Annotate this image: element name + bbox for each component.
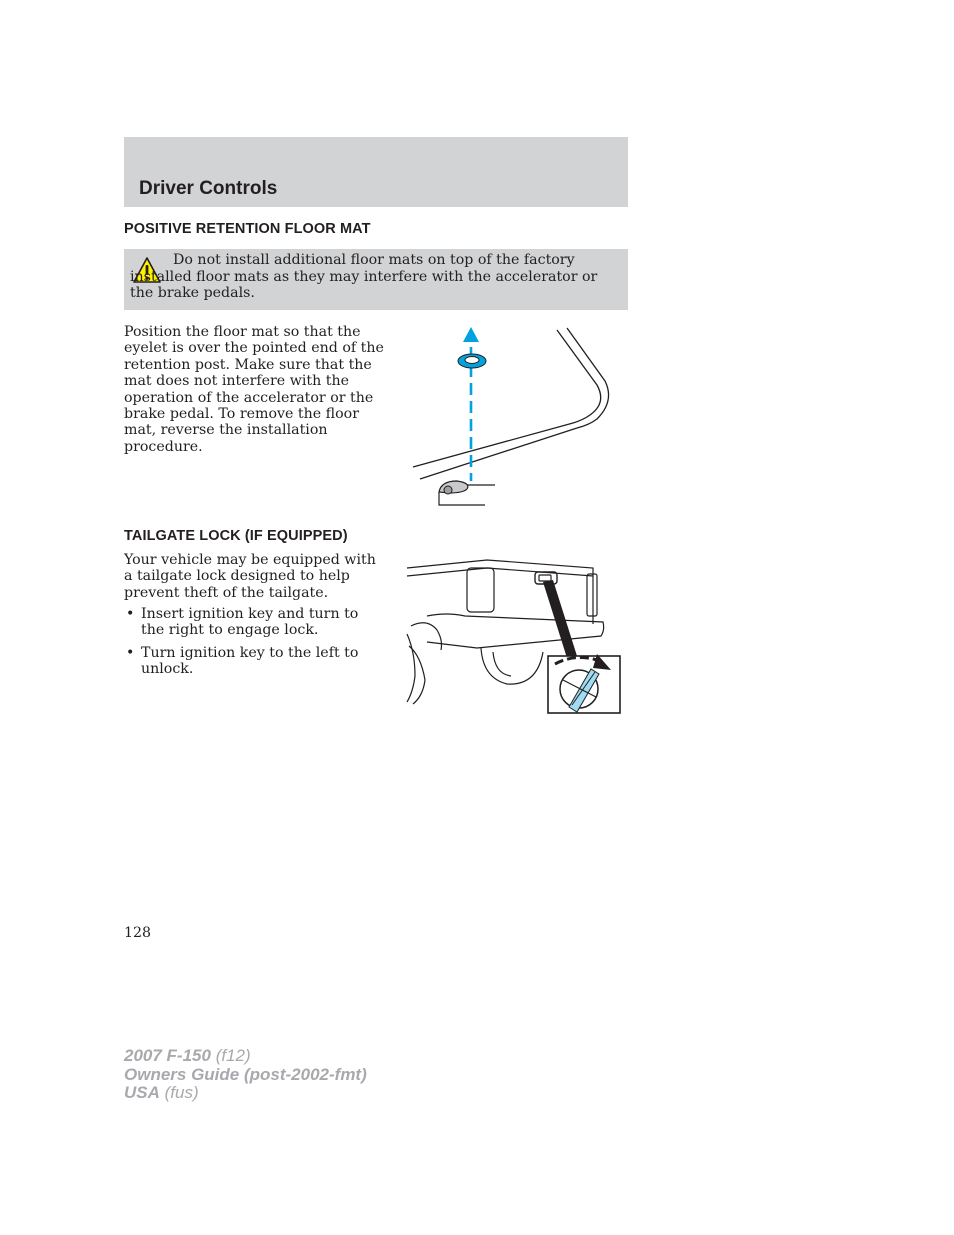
footer-model-code: (f12) xyxy=(215,1046,251,1065)
list-item: • Insert ignition key and turn to the right to engage lock. xyxy=(126,606,359,639)
floor-mat-illustration xyxy=(405,325,605,510)
section-title: Driver Controls xyxy=(139,178,278,199)
floor-mat-instructions: Position the floor mat so that the eyelet is over the pointed end of the retention post. Make sure that the mat does not interfere with the operation of the accelerator or the brake pedal. To remove the floor mat, reverse the installation procedure. xyxy=(124,324,384,455)
arrow-up-icon xyxy=(463,327,479,342)
footer-market-code: (fus) xyxy=(164,1083,199,1102)
zoom-callout-lines xyxy=(543,580,577,658)
list-item: • Turn ignition key to the left to unlock. xyxy=(126,644,359,678)
document-footer xyxy=(124,1047,367,1103)
footer-guide: Owners Guide (post-2002-fmt) xyxy=(124,1064,367,1084)
tailgate-intro: Your vehicle may be equipped with a tailgate lock designed to help prevent theft of the tailgate. xyxy=(124,552,376,601)
retention-post-icon xyxy=(439,481,495,505)
page-number: 128 xyxy=(124,925,152,941)
tailgate-lock-illustration xyxy=(407,556,622,716)
warning-box xyxy=(124,249,628,310)
heading-floor-mat: POSITIVE RETENTION FLOOR MAT xyxy=(124,221,371,237)
step-text: Insert ignition key and turn to the right to engage lock. xyxy=(141,606,359,639)
footer-model: 2007 F-150 xyxy=(124,1046,211,1065)
footer-market: USA xyxy=(124,1083,160,1102)
eyelet-icon xyxy=(458,354,486,368)
heading-tailgate-lock: TAILGATE LOCK (IF EQUIPPED) xyxy=(124,528,348,544)
tailgate-steps xyxy=(124,606,386,684)
warning-text: Do not install additional floor mats on top of the factory installed floor mats as they may interfere with the accelerator or the brake pedals. xyxy=(130,252,598,302)
step-text: Turn ignition key to the left to unlock. xyxy=(141,644,359,678)
